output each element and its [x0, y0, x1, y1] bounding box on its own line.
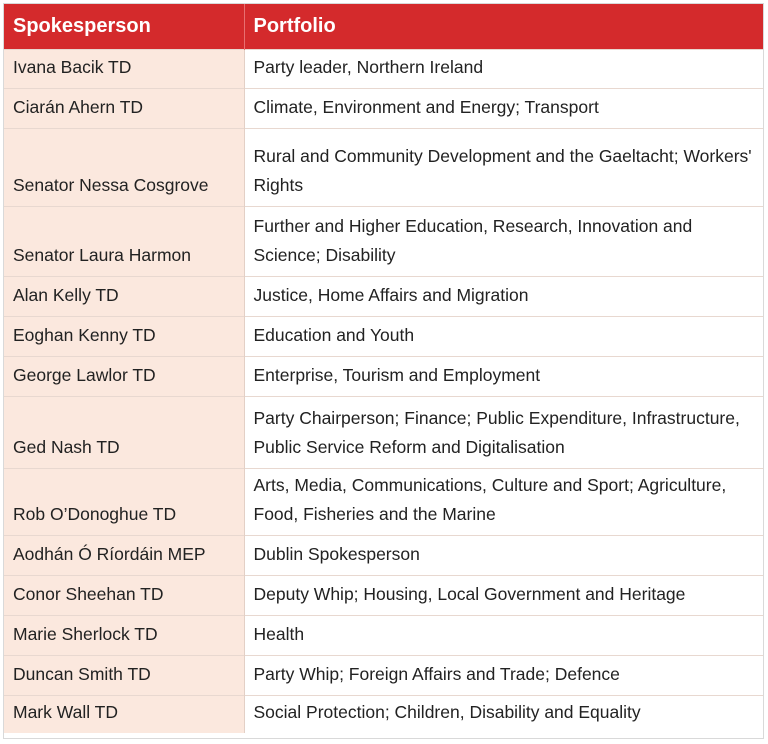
spokesperson-name-cell: Duncan Smith TD: [4, 655, 244, 695]
spokesperson-table: [4, 4, 763, 733]
portfolio-cell: Health: [244, 615, 763, 655]
table-row: [4, 396, 763, 468]
table-body: [4, 49, 763, 733]
table-row: [4, 88, 763, 128]
table-row: [4, 128, 763, 206]
table-row: [4, 468, 763, 535]
spokesperson-name-cell: Ged Nash TD: [4, 396, 244, 468]
spokesperson-name-cell: Ciarán Ahern TD: [4, 88, 244, 128]
spokesperson-name-cell: Eoghan Kenny TD: [4, 316, 244, 356]
spokesperson-name-cell: Alan Kelly TD: [4, 276, 244, 316]
table-row: [4, 655, 763, 695]
spokesperson-name-cell: Senator Nessa Cosgrove: [4, 128, 244, 206]
table-row: [4, 535, 763, 575]
spokesperson-name-cell: Senator Laura Harmon: [4, 206, 244, 276]
portfolio-cell: Party leader, Northern Ireland: [244, 49, 763, 88]
portfolio-cell: Social Protection; Children, Disability and Equality: [244, 695, 763, 733]
spokesperson-name-cell: Ivana Bacik TD: [4, 49, 244, 88]
spokesperson-name-cell: Aodhán Ó Ríordáin MEP: [4, 535, 244, 575]
portfolio-cell: Enterprise, Tourism and Employment: [244, 356, 763, 396]
header-row: [4, 4, 763, 49]
table-row: [4, 356, 763, 396]
spokesperson-name-cell: George Lawlor TD: [4, 356, 244, 396]
portfolio-cell: Party Chairperson; Finance; Public Expenditure, Infrastructure, Public Service Reform and Digitalisation: [244, 396, 763, 468]
portfolio-cell: Arts, Media, Communications, Culture and Sport; Agriculture, Food, Fisheries and the Marine: [244, 468, 763, 535]
table-row: [4, 575, 763, 615]
spokesperson-name-cell: Conor Sheehan TD: [4, 575, 244, 615]
portfolio-cell: Rural and Community Development and the Gaeltacht; Workers' Rights: [244, 128, 763, 206]
spokesperson-name-cell: Mark Wall TD: [4, 695, 244, 733]
table-row: [4, 695, 763, 733]
portfolio-cell: Climate, Environment and Energy; Transport: [244, 88, 763, 128]
table-row: [4, 316, 763, 356]
table-row: [4, 615, 763, 655]
portfolio-cell: Further and Higher Education, Research, Innovation and Science; Disability: [244, 206, 763, 276]
portfolio-cell: Deputy Whip; Housing, Local Government and Heritage: [244, 575, 763, 615]
spokesperson-name-cell: Marie Sherlock TD: [4, 615, 244, 655]
portfolio-cell: Dublin Spokesperson: [244, 535, 763, 575]
header-portfolio: Portfolio: [244, 4, 763, 49]
table-header: [4, 4, 763, 49]
table-row: [4, 276, 763, 316]
table-row: [4, 49, 763, 88]
table-row: [4, 206, 763, 276]
spokesperson-table-container: [3, 3, 764, 739]
portfolio-cell: Education and Youth: [244, 316, 763, 356]
header-spokesperson: Spokesperson: [13, 14, 151, 37]
portfolio-cell: Justice, Home Affairs and Migration: [244, 276, 763, 316]
portfolio-cell: Party Whip; Foreign Affairs and Trade; Defence: [244, 655, 763, 695]
spokesperson-name-cell: Rob O’Donoghue TD: [4, 468, 244, 535]
